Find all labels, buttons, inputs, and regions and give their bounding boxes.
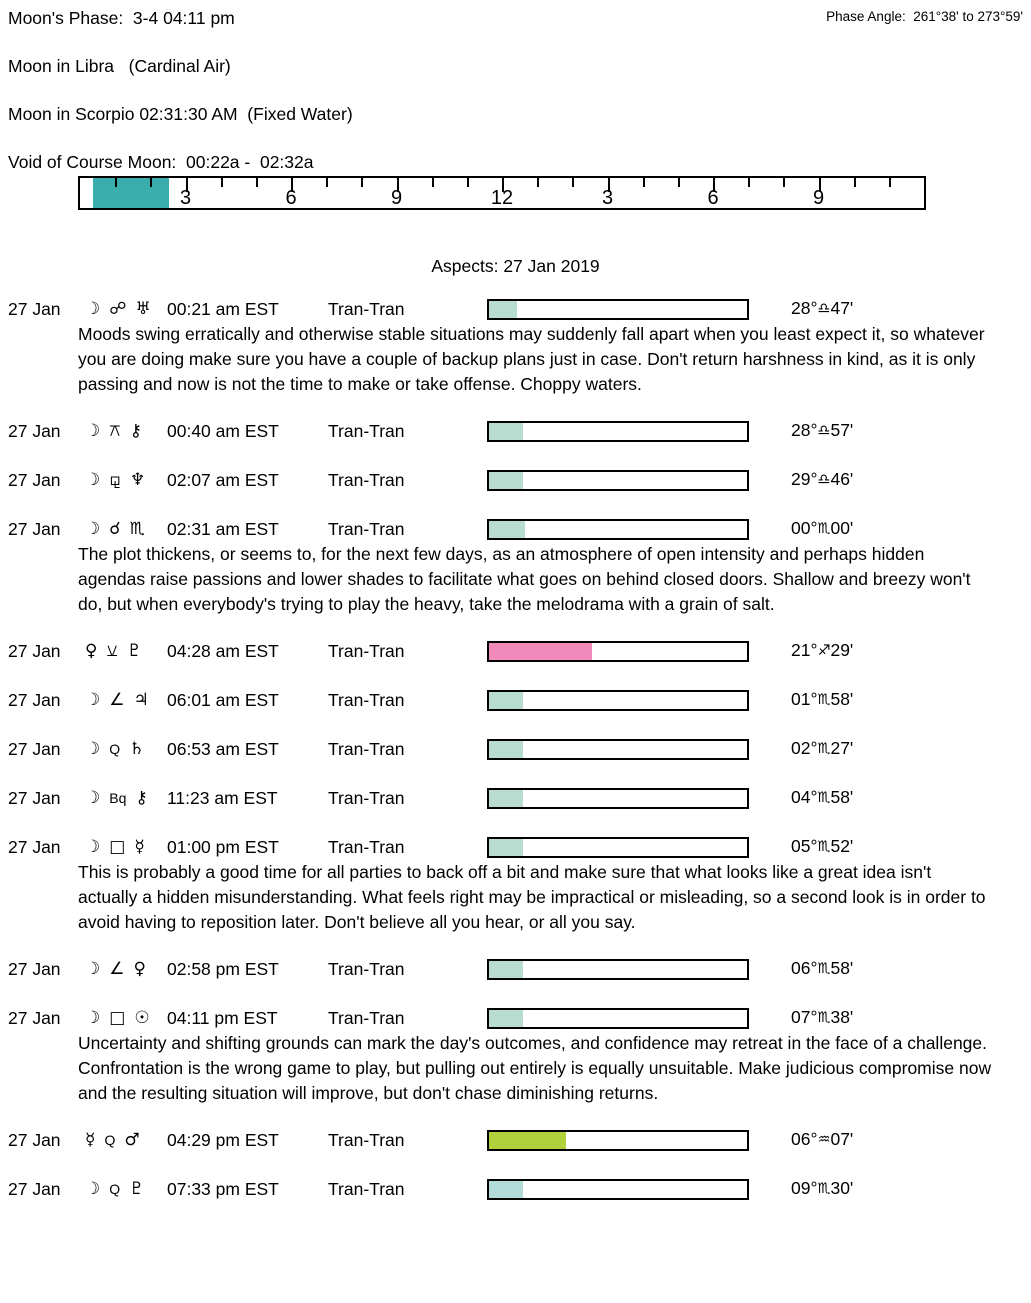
- orb-bar-fill: [489, 301, 517, 318]
- aspects-title: Aspects: 27 Jan 2019: [431, 256, 600, 276]
- aspect-type: Tran-Tran: [328, 641, 405, 661]
- quincunx-symbol: ⚻: [109, 421, 121, 441]
- square-symbol: □: [109, 1008, 126, 1028]
- orb-bar: [487, 299, 749, 320]
- aspect-degree: 00°♏00': [791, 518, 854, 538]
- moon-symbol: ☽: [85, 421, 101, 441]
- scorpio-sign-icon: ♏: [817, 1010, 831, 1026]
- venus-symbol: ♀: [133, 959, 146, 979]
- aspect-degree: 02°♏27': [791, 738, 854, 758]
- aspect-type: Tran-Tran: [328, 690, 405, 710]
- scorpio-sign-icon: ♏: [817, 692, 831, 708]
- aspect-degree: 04°♏58': [791, 787, 854, 807]
- void-of-course-ruler: [78, 176, 926, 210]
- ruler-tick: [326, 178, 328, 187]
- aspect-time: 06:53 am EST: [167, 739, 279, 759]
- ruler-tick: [572, 178, 574, 187]
- void-of-course-highlight: [93, 178, 169, 208]
- mercury-symbol: ☿: [85, 1130, 96, 1150]
- aspect-time: 07:33 pm EST: [167, 1179, 279, 1199]
- aspect-time: 00:40 am EST: [167, 421, 279, 441]
- aspect-row[interactable]: [0, 738, 1031, 759]
- aspect-type: Tran-Tran: [328, 519, 405, 539]
- aspect-row[interactable]: [0, 836, 1031, 857]
- aspect-type: Tran-Tran: [328, 788, 405, 808]
- orb-bar: [487, 959, 749, 980]
- orb-bar: [487, 470, 749, 491]
- scorpio-sign-icon: ♏: [817, 961, 831, 977]
- orb-bar-fill: [489, 839, 523, 856]
- moon-symbol: ☽: [85, 470, 101, 490]
- aspect-type: Tran-Tran: [328, 421, 405, 441]
- aspect-type: Tran-Tran: [328, 299, 405, 319]
- aspect-symbols: [85, 1008, 167, 1029]
- aspect-degree: 29°♎46': [791, 469, 854, 489]
- aspect-date: 27 Jan: [8, 1008, 61, 1028]
- aspect-row[interactable]: [0, 469, 1031, 490]
- aspect-time: 04:28 am EST: [167, 641, 279, 661]
- aspect-symbols: [85, 739, 167, 760]
- uranus-symbol: ♅: [135, 299, 151, 319]
- scorpio-symbol: ♏: [129, 519, 145, 539]
- ruler-hour-label: 9: [390, 187, 403, 209]
- ruler-tick: [432, 178, 434, 187]
- ruler-tick: [889, 178, 891, 187]
- moon-symbol: ☽: [85, 1179, 101, 1199]
- moon-symbol: ☽: [85, 837, 101, 857]
- aspect-date: 27 Jan: [8, 1179, 61, 1199]
- aspect-degree: 05°♏52': [791, 836, 854, 856]
- ruler-tick: [783, 178, 785, 187]
- orb-bar: [487, 1179, 749, 1200]
- aspect-symbols: [85, 421, 167, 442]
- aspect-row[interactable]: [0, 787, 1031, 808]
- aspect-degree: 21°♐29': [791, 640, 854, 660]
- orb-bar-fill: [489, 1132, 566, 1149]
- ruler-tick: [467, 178, 469, 187]
- scorpio-sign-icon: ♏: [817, 1181, 831, 1197]
- moon-sign-current-text: Moon in Libra (Cardinal Air): [8, 56, 231, 76]
- biquintile-symbol: Bq: [109, 790, 127, 806]
- venus-symbol: ♀: [85, 641, 98, 661]
- moon-sign-next-text: Moon in Scorpio 02:31:30 AM (Fixed Water): [8, 104, 353, 124]
- semisextile-symbol: ⚺: [106, 641, 118, 661]
- mars-symbol: ♂: [124, 1130, 140, 1150]
- phase-angle-text: Phase Angle: 261°38' to 273°59': [826, 9, 1023, 24]
- chiron-symbol: ⚷: [135, 788, 148, 808]
- semisquare-symbol: ∠: [109, 690, 125, 710]
- jupiter-symbol: ♃: [133, 690, 149, 710]
- aspect-time: 02:07 am EST: [167, 470, 279, 490]
- orb-bar: [487, 1130, 749, 1151]
- square-symbol: □: [109, 837, 126, 857]
- conjunction-symbol: ☌: [109, 519, 121, 539]
- chiron-symbol: ⚷: [129, 421, 143, 441]
- orb-bar-fill: [489, 472, 523, 489]
- orb-bar: [487, 519, 749, 540]
- ruler-hour-label: 3: [179, 187, 192, 209]
- aspect-row[interactable]: [0, 1007, 1031, 1028]
- scorpio-sign-icon: ♏: [817, 521, 831, 537]
- aspect-list: [0, 298, 1031, 1199]
- ruler-tick: [115, 178, 117, 187]
- orb-bar: [487, 1008, 749, 1029]
- aspect-row[interactable]: [0, 298, 1031, 319]
- aspect-symbols: [85, 690, 167, 711]
- orb-bar-fill: [489, 961, 523, 978]
- ruler-hour-label: 9: [812, 187, 825, 209]
- ruler-tick: [748, 178, 750, 187]
- moon-symbol: ☽: [85, 788, 101, 808]
- aspect-symbols: [85, 641, 167, 662]
- aspect-time: 01:00 pm EST: [167, 837, 279, 857]
- aspect-symbols: [85, 299, 167, 320]
- ruler-tick: [221, 178, 223, 187]
- aspect-type: Tran-Tran: [328, 959, 405, 979]
- aspect-type: Tran-Tran: [328, 1179, 405, 1199]
- aspect-date: 27 Jan: [8, 788, 61, 808]
- quintile-symbol: Q: [109, 1181, 121, 1197]
- sagittarius-sign-icon: ♐: [817, 643, 831, 659]
- ruler-hour-label: 6: [707, 187, 719, 209]
- aspect-date: 27 Jan: [8, 1130, 61, 1150]
- aspect-date: 27 Jan: [8, 690, 61, 710]
- aspect-degree: 06°♏58': [791, 958, 854, 978]
- aspect-row[interactable]: [0, 958, 1031, 979]
- aspect-row[interactable]: [0, 518, 1031, 539]
- aspect-time: 02:31 am EST: [167, 519, 279, 539]
- void-of-course-text: Void of Course Moon: 00:22a - 02:32a: [8, 152, 314, 172]
- scorpio-sign-icon: ♏: [817, 839, 831, 855]
- moon-symbol: ☽: [85, 519, 101, 539]
- orb-bar-fill: [489, 1181, 523, 1198]
- ruler-tick: [256, 178, 258, 187]
- scorpio-sign-icon: ♏: [817, 741, 831, 757]
- sun-symbol: ☉: [134, 1008, 150, 1028]
- aspect-interpretation: This is probably a good time for all parties to back off a bit and make sure that what looks like a great idea isn't actually a hidden misunderstanding. What feels right may be impractical or misleading, so a second look is in order to avoid having to reposition later. Don't believe all you hear, or all you say.: [78, 862, 986, 932]
- semisquare-symbol: ∠: [109, 959, 125, 979]
- orb-bar: [487, 788, 749, 809]
- aspect-symbols: [85, 788, 167, 809]
- aspect-date: 27 Jan: [8, 470, 61, 490]
- aspect-degree: 06°♒07': [791, 1129, 854, 1149]
- ruler-tick: [537, 178, 539, 187]
- aspect-date: 27 Jan: [8, 959, 61, 979]
- moon-symbol: ☽: [85, 299, 101, 319]
- orb-bar-fill: [489, 521, 525, 538]
- aspect-date: 27 Jan: [8, 837, 61, 857]
- quintile-symbol: Q: [104, 1132, 116, 1148]
- quintile-symbol: Q: [109, 741, 121, 757]
- moon-symbol: ☽: [85, 739, 101, 759]
- ruler-tick: [361, 178, 363, 187]
- aspect-symbols: [85, 519, 167, 540]
- orb-bar-fill: [489, 692, 523, 709]
- aspect-type: Tran-Tran: [328, 1130, 405, 1150]
- libra-sign-icon: ♎: [817, 472, 831, 488]
- aspect-row[interactable]: [0, 1178, 1031, 1199]
- scorpio-sign-icon: ♏: [817, 790, 831, 806]
- aspect-date: 27 Jan: [8, 421, 61, 441]
- aspect-type: Tran-Tran: [328, 470, 405, 490]
- aspect-symbols: [85, 959, 167, 980]
- mercury-symbol: ☿: [134, 837, 145, 857]
- report-header: [0, 8, 1031, 210]
- aspect-time: 00:21 am EST: [167, 299, 279, 319]
- aspect-degree: 01°♏58': [791, 689, 854, 709]
- orb-bar: [487, 421, 749, 442]
- aspect-time: 04:11 pm EST: [167, 1008, 278, 1028]
- aspect-degree: 09°♏30': [791, 1178, 854, 1198]
- aspect-date: 27 Jan: [8, 519, 61, 539]
- saturn-symbol: ♄: [129, 739, 145, 759]
- moons-phase-text: Moon's Phase: 3-4 04:11 pm: [8, 8, 235, 28]
- orb-bar: [487, 837, 749, 858]
- orb-bar-fill: [489, 741, 523, 758]
- orb-bar-fill: [489, 1010, 523, 1027]
- orb-bar: [487, 690, 749, 711]
- aspect-time: 11:23 am EST: [167, 788, 278, 808]
- pluto-symbol: ♇: [129, 1179, 145, 1199]
- aspect-date: 27 Jan: [8, 641, 61, 661]
- aspect-degree: 28°♎47': [791, 298, 854, 318]
- aspect-interpretation: The plot thickens, or seems to, for the next few days, as an atmosphere of open intensity and perhaps hidden agendas raise passions and lower shades to facilitate what goes on behind closed doors. Shallow and breezy won't do, but when everybody's trying to play the heavy, take the melodrama with a grain of salt.: [78, 544, 971, 614]
- aspect-row[interactable]: [0, 640, 1031, 661]
- sesquiquadrate-symbol: ⚼: [109, 470, 121, 490]
- neptune-symbol: ♆: [130, 470, 146, 490]
- aspect-type: Tran-Tran: [328, 837, 405, 857]
- aspect-symbols: [85, 1179, 167, 1200]
- orb-bar-fill: [489, 423, 523, 440]
- aspect-degree: 28°♎57': [791, 420, 854, 440]
- aspect-row[interactable]: [0, 1129, 1031, 1150]
- aspect-row[interactable]: [0, 689, 1031, 710]
- libra-sign-icon: ♎: [817, 301, 831, 317]
- pluto-symbol: ♇: [126, 641, 143, 661]
- ruler-hour-label: 12: [490, 187, 514, 209]
- ruler-tick: [150, 178, 152, 187]
- aspect-time: 02:58 pm EST: [167, 959, 279, 979]
- ruler-hour-label: 3: [601, 187, 614, 209]
- aspect-time: 04:29 pm EST: [167, 1130, 279, 1150]
- aspect-symbols: [85, 837, 167, 858]
- moon-symbol: ☽: [85, 959, 101, 979]
- aspect-time: 06:01 am EST: [167, 690, 279, 710]
- aspect-interpretation: Uncertainty and shifting grounds can mark the day's outcomes, and confidence may retreat in the face of a challenge. Confrontation is the wrong game to play, but pulling out entirely is equally unsuitable. Make judicious compromise now and the resulting situation will improve, but don't chase diminishing returns.: [78, 1033, 992, 1103]
- aspect-type: Tran-Tran: [328, 1008, 405, 1028]
- moon-symbol: ☽: [85, 1008, 101, 1028]
- libra-sign-icon: ♎: [817, 423, 831, 439]
- aspect-row[interactable]: [0, 420, 1031, 441]
- aspect-symbols: [85, 1130, 167, 1151]
- aquarius-sign-icon: ♒: [817, 1132, 831, 1148]
- ruler-tick: [643, 178, 645, 187]
- aspect-date: 27 Jan: [8, 299, 61, 319]
- aspect-date: 27 Jan: [8, 739, 61, 759]
- orb-bar-fill: [489, 643, 592, 660]
- moon-symbol: ☽: [85, 690, 101, 710]
- ruler-hour-label: 6: [285, 187, 297, 209]
- aspect-type: Tran-Tran: [328, 739, 405, 759]
- ruler-tick: [854, 178, 856, 187]
- orb-bar-fill: [489, 790, 523, 807]
- aspect-interpretation: Moods swing erratically and otherwise stable situations may suddenly fall apart when you least expect it, so whatever you are doing make sure you have a couple of backup plans just in case. Don't return harshness in kind, as it is only passing and now is not the time to make or take offense. Choppy waters.: [78, 324, 985, 394]
- opposition-symbol: ☍: [109, 299, 127, 319]
- orb-bar: [487, 739, 749, 760]
- orb-bar: [487, 641, 749, 662]
- aspect-symbols: [85, 470, 167, 491]
- ruler-tick: [678, 178, 680, 187]
- aspect-degree: 07°♏38': [791, 1007, 854, 1027]
